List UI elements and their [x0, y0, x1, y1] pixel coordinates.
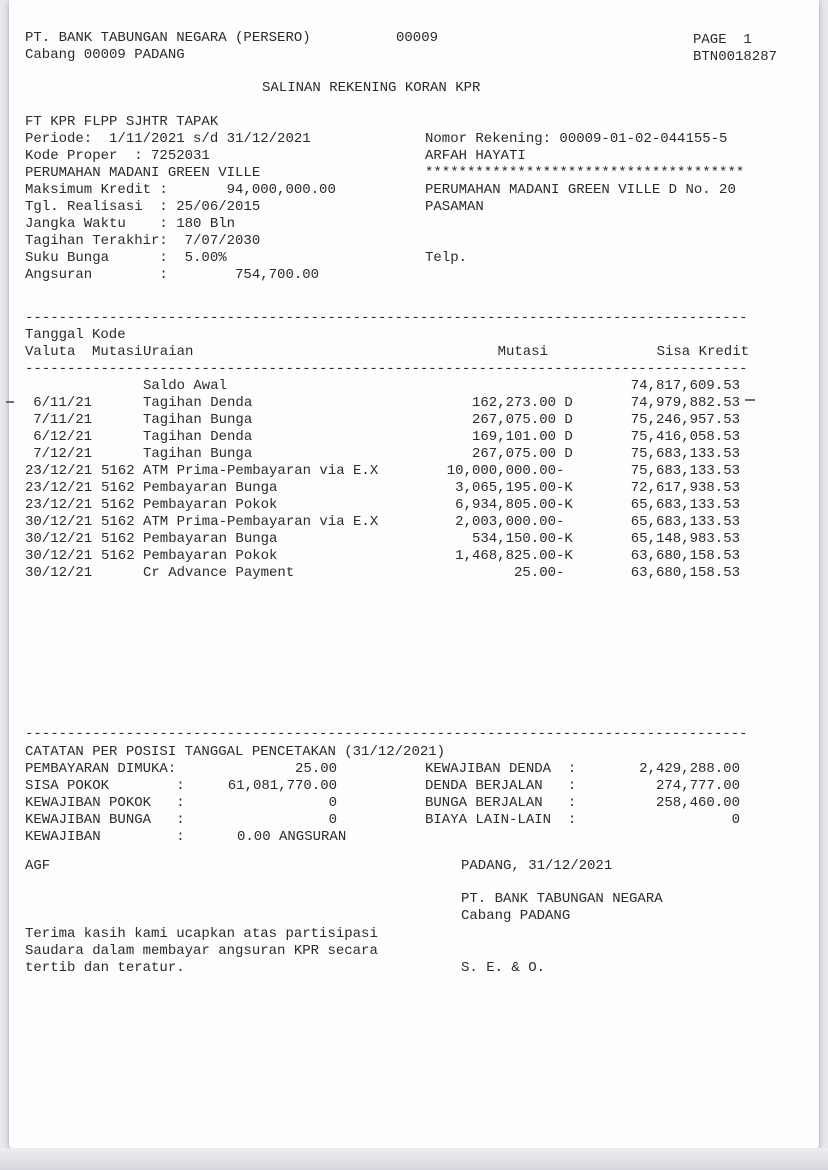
cell-mutasi-flag: -	[556, 565, 565, 581]
info-perumahan: PERUMAHAN MADANI GREEN VILLE	[25, 165, 261, 181]
catatan-row	[25, 761, 749, 778]
footer-thanks-line1: Terima kasih kami ucapkan atas partisipasi	[25, 926, 378, 942]
catatan-label: KEWAJIBAN BUNGA :	[25, 812, 185, 828]
cell-mutasi-flag: -K	[556, 480, 573, 496]
cell-sisa-kredit: 75,246,957.53	[630, 412, 740, 428]
cell-mutasi-flag: D	[556, 429, 573, 445]
branch-code: 00009	[396, 30, 439, 46]
document-code: BTN0018287	[693, 49, 778, 65]
scan-artifact-right	[745, 399, 755, 401]
catatan-row	[25, 812, 749, 829]
footer-city-date: PADANG, 31/12/2021	[461, 858, 613, 874]
cell-uraian: Pembayaran Pokok	[143, 497, 278, 513]
catatan-value: 0.00 ANGSURAN	[237, 829, 347, 845]
table-row	[25, 565, 749, 582]
cell-valuta: 30/12/21	[25, 548, 93, 564]
cell-uraian: Tagihan Denda	[143, 395, 253, 411]
cell-valuta: 30/12/21	[25, 514, 93, 530]
catatan-value-2: 2,429,288.00	[639, 761, 740, 777]
table-row	[25, 548, 749, 565]
info-kode-proper: Kode Proper : 7252031	[25, 148, 210, 164]
cell-mutasi-flag: D	[556, 446, 573, 462]
column-header-uraian: Uraian	[143, 344, 194, 360]
document-title: SALINAN REKENING KORAN KPR	[262, 80, 481, 96]
cell-mutasi-flag: -K	[556, 548, 573, 564]
table-divider-bottom: --------------------------------------------------------------------------------------	[25, 726, 748, 742]
cell-mutasi: 2,003,000.00	[455, 514, 556, 530]
cell-mutasi: 10,000,000.00	[446, 463, 556, 479]
cell-kode: 5162	[101, 514, 135, 530]
cell-sisa-kredit: 75,683,133.53	[630, 446, 740, 462]
table-row	[25, 446, 749, 463]
catatan-label-2: BUNGA BERJALAN :	[425, 795, 577, 811]
info-jangka-waktu: Jangka Waktu : 180 Bln	[25, 216, 236, 232]
table-row	[25, 429, 749, 446]
column-header-sisa-kredit: Sisa Kredit	[656, 344, 749, 360]
footer-bank-name: PT. BANK TABUNGAN NEGARA	[461, 891, 663, 907]
catatan-row	[25, 829, 749, 846]
catatan-value: 0	[328, 795, 337, 811]
cell-mutasi: 1,468,825.00	[455, 548, 556, 564]
cell-mutasi: 3,065,195.00	[455, 480, 556, 496]
info-address-line1: PERUMAHAN MADANI GREEN VILLE D No. 20	[425, 182, 736, 198]
cell-uraian: Tagihan Bunga	[143, 412, 253, 428]
page-number: PAGE 1	[693, 32, 752, 48]
info-angsuran: Angsuran : 754,700.00	[25, 267, 320, 283]
cell-uraian: Pembayaran Bunga	[143, 480, 278, 496]
catatan-value-2: 0	[731, 812, 740, 828]
cell-mutasi: 162,273.00	[471, 395, 556, 411]
table-row	[25, 395, 749, 412]
cell-sisa-kredit: 63,680,158.53	[630, 548, 740, 564]
scan-artifact-left	[6, 401, 14, 403]
cell-uraian: ATM Prima-Pembayaran via E.X	[143, 514, 379, 530]
cell-mutasi-flag: -	[556, 514, 565, 530]
table-row	[25, 514, 749, 531]
catatan-label: PEMBAYARAN DIMUKA:	[25, 761, 177, 777]
table-row	[25, 378, 749, 395]
column-header-tanggal: Tanggal	[25, 327, 84, 343]
footer-thanks-line3: tertib dan teratur.	[25, 960, 185, 976]
catatan-label-2: KEWAJIBAN DENDA :	[425, 761, 577, 777]
cell-kode: 5162	[101, 531, 135, 547]
column-header-valuta: Valuta	[25, 344, 76, 360]
cell-mutasi: 25.00	[513, 565, 556, 581]
cell-valuta: 7/12/21	[33, 446, 92, 462]
catatan-row	[25, 795, 749, 812]
footer-bank-branch: Cabang PADANG	[461, 908, 571, 924]
cell-uraian: ATM Prima-Pembayaran via E.X	[143, 463, 379, 479]
catatan-label-2: DENDA BERJALAN :	[425, 778, 577, 794]
cell-valuta: 23/12/21	[25, 463, 93, 479]
info-tagihan-terakhir: Tagihan Terakhir: 7/07/2030	[25, 233, 261, 249]
catatan-value: 0	[328, 812, 337, 828]
cell-sisa-kredit: 65,683,133.53	[630, 497, 740, 513]
cell-kode: 5162	[101, 463, 135, 479]
info-nomor-rekening: Nomor Rekening: 00009-01-02-044155-5	[425, 131, 728, 147]
cell-sisa-kredit: 65,683,133.53	[630, 514, 740, 530]
cell-uraian: Pembayaran Pokok	[143, 548, 278, 564]
footer-seo: S. E. & O.	[461, 960, 546, 976]
cell-mutasi: 6,934,805.00	[455, 497, 556, 513]
cell-sisa-kredit: 63,680,158.53	[630, 565, 740, 581]
cell-uraian: Tagihan Denda	[143, 429, 253, 445]
catatan-label: SISA POKOK :	[25, 778, 185, 794]
cell-mutasi-flag: D	[556, 395, 573, 411]
branch-name: Cabang 00009 PADANG	[25, 47, 185, 63]
cell-valuta: 30/12/21	[25, 565, 93, 581]
catatan-value-2: 274,777.00	[655, 778, 740, 794]
catatan-label: KEWAJIBAN POKOK :	[25, 795, 185, 811]
scan-background-edge	[0, 1148, 828, 1170]
info-stars-line: **************************************	[425, 165, 745, 181]
info-tgl-realisasi: Tgl. Realisasi : 25/06/2015	[25, 199, 261, 215]
catatan-label: KEWAJIBAN :	[25, 829, 185, 845]
info-telp: Telp.	[425, 250, 468, 266]
table-row	[25, 497, 749, 514]
cell-mutasi: 267,075.00	[471, 446, 556, 462]
cell-uraian: Cr Advance Payment	[143, 565, 295, 581]
catatan-value: 25.00	[294, 761, 337, 777]
cell-uraian: Tagihan Bunga	[143, 446, 253, 462]
info-address-line2: PASAMAN	[425, 199, 484, 215]
column-header-kode: Kode	[92, 327, 126, 343]
cell-mutasi: 169,101.00	[471, 429, 556, 445]
table-header-line2	[25, 344, 749, 361]
cell-sisa-kredit: 75,416,058.53	[630, 429, 740, 445]
cell-valuta: 7/11/21	[33, 412, 92, 428]
bank-name: PT. BANK TABUNGAN NEGARA (PERSERO)	[25, 30, 311, 46]
catatan-value: 61,081,770.00	[227, 778, 337, 794]
catatan-row	[25, 778, 749, 795]
footer-thanks-line2: Saudara dalam membayar angsuran KPR secara	[25, 943, 378, 959]
cell-sisa-kredit: 75,683,133.53	[630, 463, 740, 479]
cell-mutasi: 267,075.00	[471, 412, 556, 428]
table-row	[25, 463, 749, 480]
info-maksimum-kredit: Maksimum Kredit : 94,000,000.00	[25, 182, 336, 198]
table-row	[25, 531, 749, 548]
cell-mutasi-flag: D	[556, 412, 573, 428]
cell-uraian: Saldo Awal	[143, 378, 228, 394]
table-row	[25, 412, 749, 429]
cell-kode: 5162	[101, 480, 135, 496]
cell-kode: 5162	[101, 497, 135, 513]
table-divider-header: --------------------------------------------------------------------------------------	[25, 361, 748, 377]
table-divider-top: --------------------------------------------------------------------------------------	[25, 310, 748, 326]
cell-valuta: 23/12/21	[25, 497, 93, 513]
catatan-value-2: 258,460.00	[655, 795, 740, 811]
cell-kode: 5162	[101, 548, 135, 564]
cell-sisa-kredit: 74,817,609.53	[630, 378, 740, 394]
table-header-line1	[25, 327, 749, 344]
cell-mutasi: 534,150.00	[471, 531, 556, 547]
table-row	[25, 480, 749, 497]
catatan-title: CATATAN PER POSISI TANGGAL PENCETAKAN (31/12/2021)	[25, 744, 446, 760]
column-header-mutasi-code: Mutasi	[92, 344, 143, 360]
cell-valuta: 30/12/21	[25, 531, 93, 547]
cell-sisa-kredit: 72,617,938.53	[630, 480, 740, 496]
info-product: FT KPR FLPP SJHTR TAPAK	[25, 114, 219, 130]
statement-page	[9, 0, 819, 1148]
cell-valuta: 6/11/21	[33, 395, 92, 411]
cell-mutasi-flag: -K	[556, 497, 573, 513]
cell-valuta: 23/12/21	[25, 480, 93, 496]
cell-sisa-kredit: 65,148,983.53	[630, 531, 740, 547]
cell-mutasi-flag: -K	[556, 531, 573, 547]
cell-uraian: Pembayaran Bunga	[143, 531, 278, 547]
info-account-holder: ARFAH HAYATI	[425, 148, 526, 164]
info-periode: Periode: 1/11/2021 s/d 31/12/2021	[25, 131, 311, 147]
footer-agf: AGF	[25, 858, 51, 874]
catatan-label-2: BIAYA LAIN-LAIN :	[425, 812, 577, 828]
column-header-mutasi-amount: Mutasi	[497, 344, 548, 360]
cell-valuta: 6/12/21	[33, 429, 92, 445]
info-suku-bunga: Suku Bunga : 5.00%	[25, 250, 227, 266]
cell-sisa-kredit: 74,979,882.53	[630, 395, 740, 411]
cell-mutasi-flag: -	[556, 463, 565, 479]
